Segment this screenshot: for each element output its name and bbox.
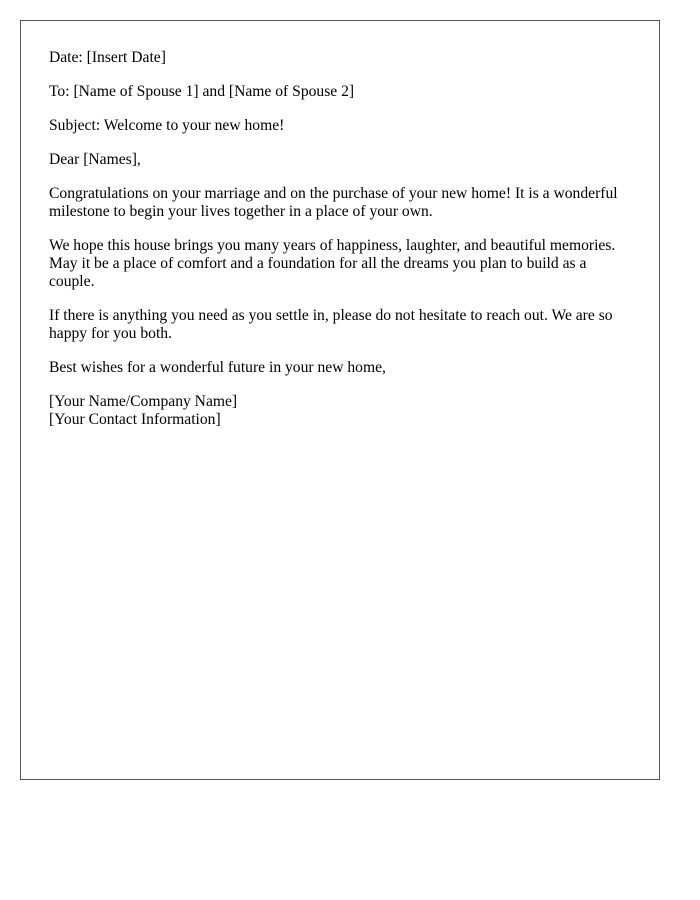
recipient-line: To: [Name of Spouse 1] and [Name of Spouse 2] <box>49 83 355 100</box>
body-paragraph-1: Congratulations on your marriage and on the purchase of your new home! It is a wonderful milestone to begin your lives together in a place of your own. <box>49 185 618 220</box>
letter-page <box>20 20 660 780</box>
date-line: Date: [Insert Date] <box>49 49 166 66</box>
signature-name: [Your Name/Company Name] <box>49 393 238 410</box>
signature-contact: [Your Contact Information] <box>49 411 221 428</box>
body-paragraph-2: We hope this house brings you many years of happiness, laughter, and beautiful memories. May it be a place of comfort and a foundation for all the dreams you plan to build as a couple. <box>49 237 616 290</box>
closing-line: Best wishes for a wonderful future in your new home, <box>49 359 386 376</box>
salutation: Dear [Names], <box>49 151 141 168</box>
body-paragraph-3: If there is anything you need as you settle in, please do not hesitate to reach out. We are so happy for you both. <box>49 307 613 342</box>
signature-block <box>49 393 631 429</box>
subject-line: Subject: Welcome to your new home! <box>49 117 285 134</box>
